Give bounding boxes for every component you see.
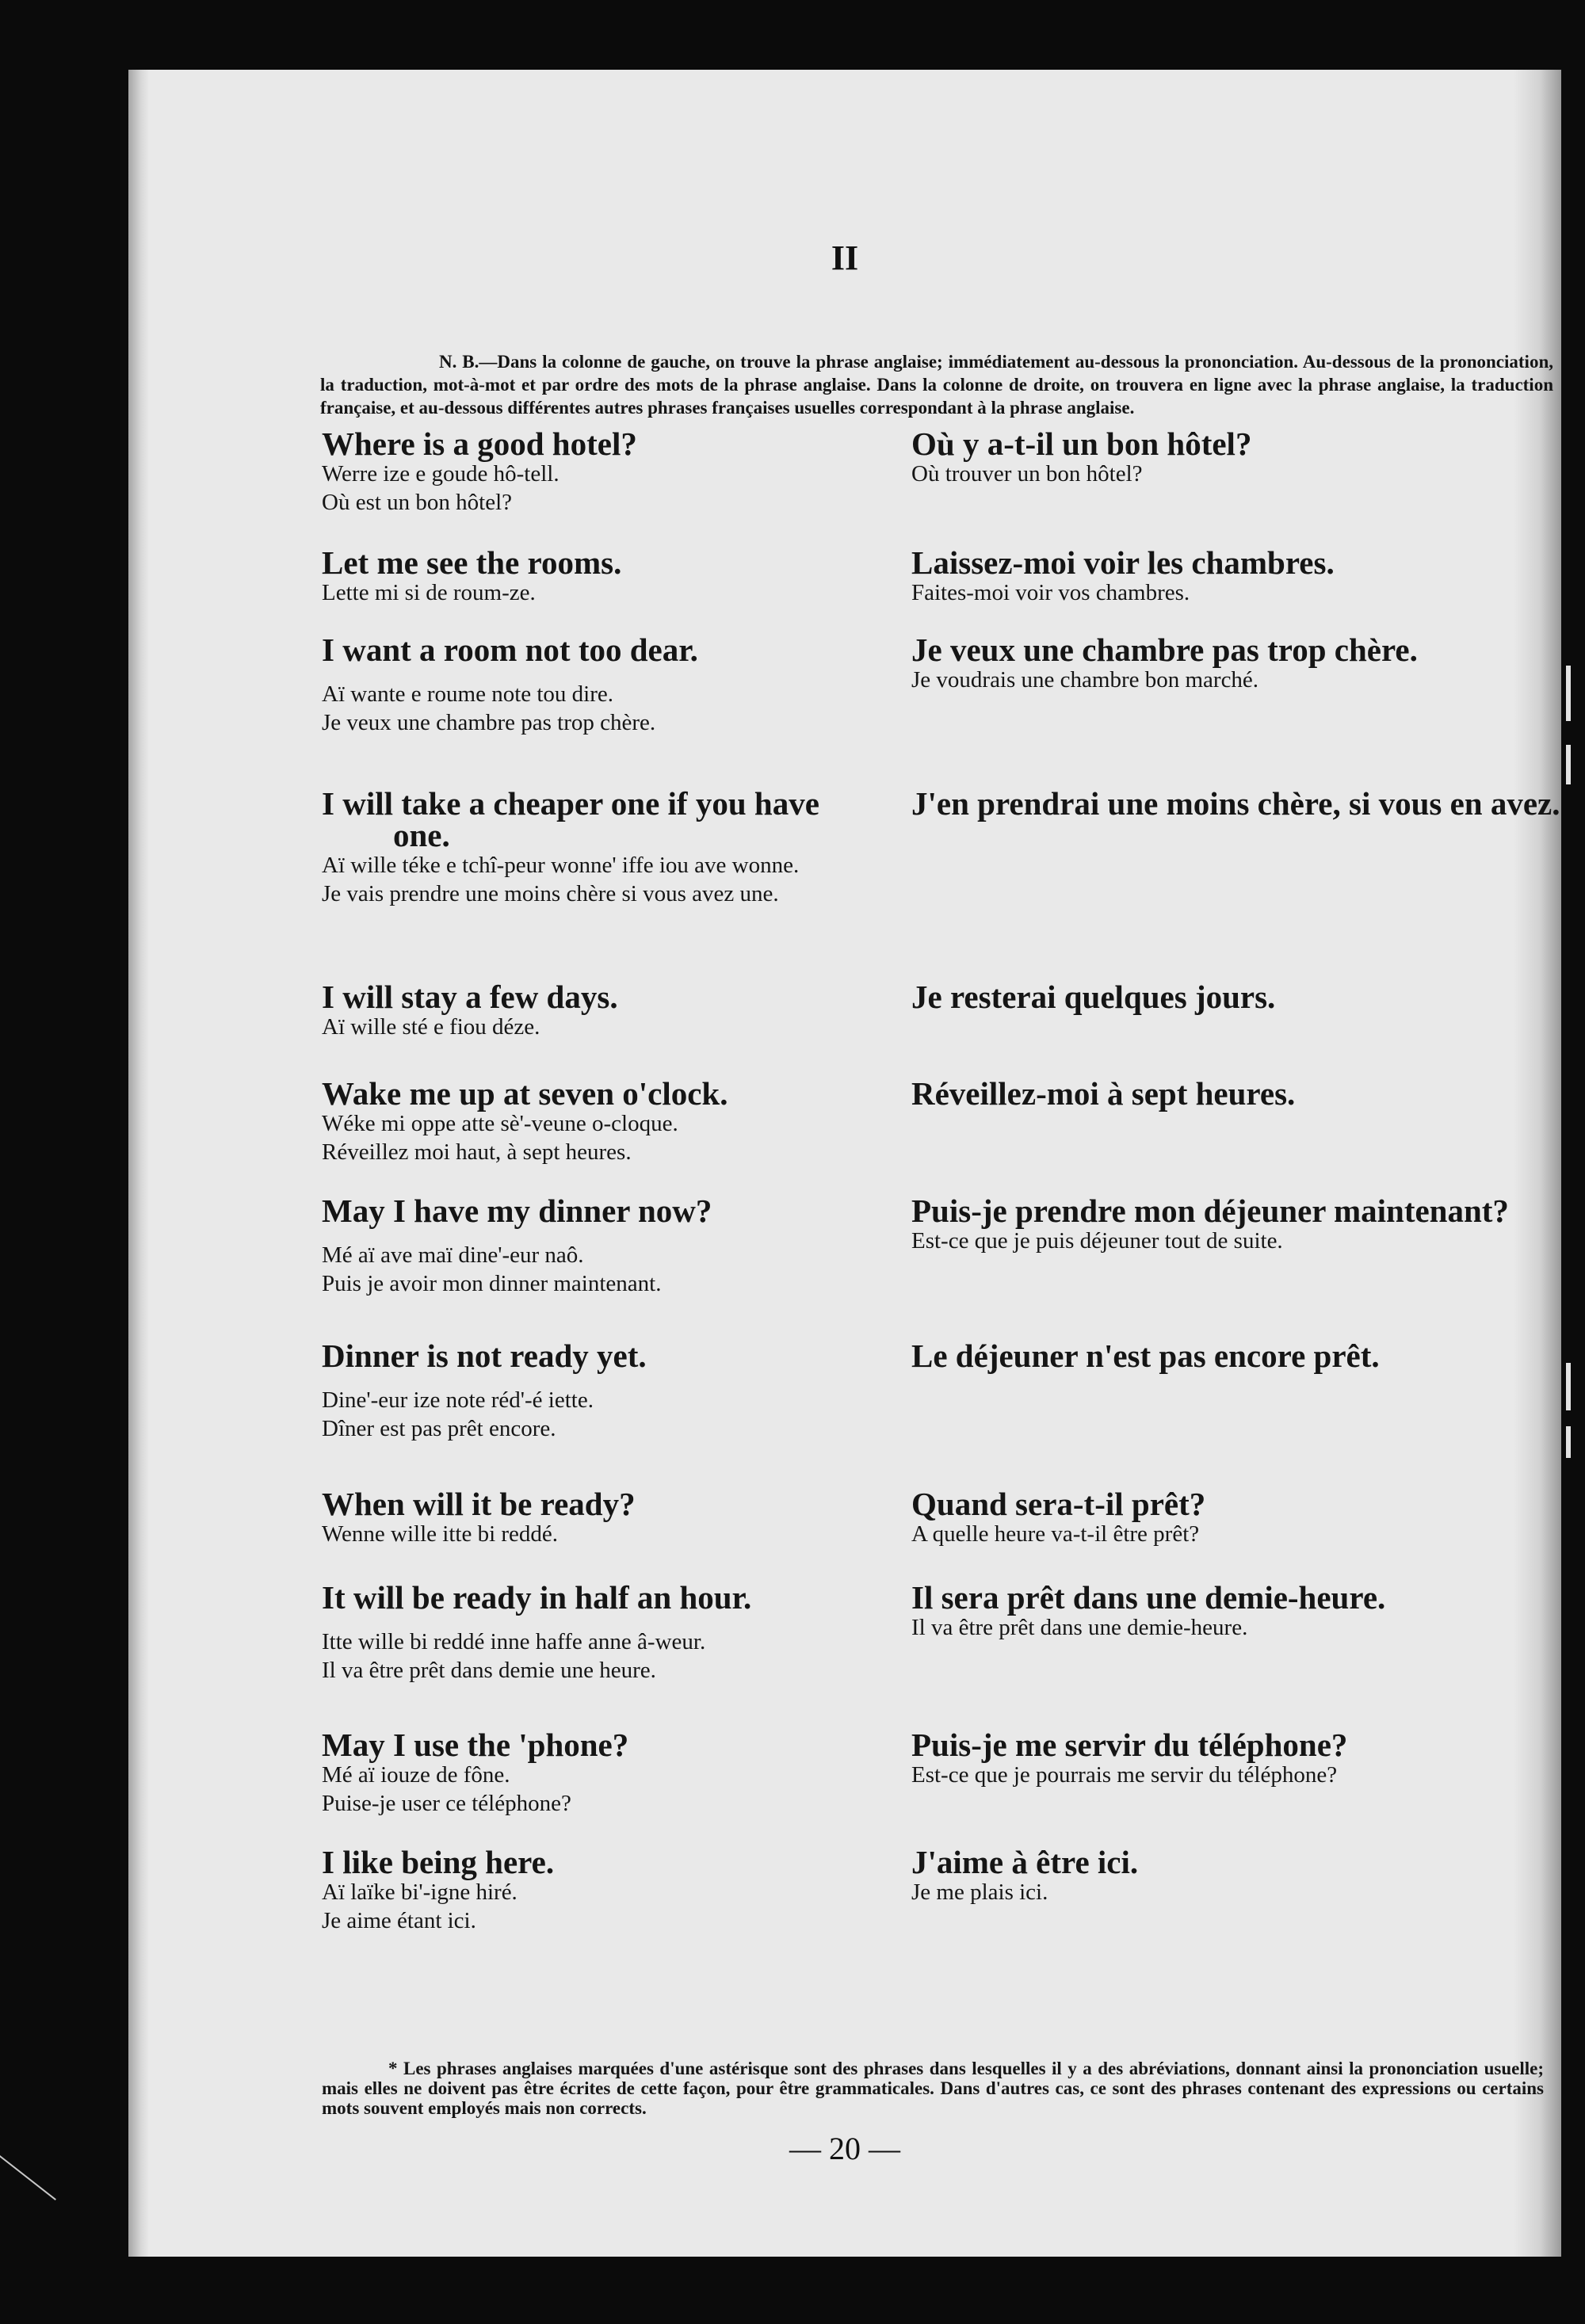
pronunciation: Mé aï ave maï dine'-eur naô. <box>322 1242 584 1268</box>
entry-left-8 <box>322 1340 877 1443</box>
page-number: — 20 — <box>789 2131 900 2166</box>
pronunciation: Aï wille sté e fiou déze. <box>322 1014 540 1040</box>
literal-translation: Je vais prendre une moins chère si vous avez une. <box>322 881 779 906</box>
french-phrase: Il sera prêt dans une demie-heure. <box>911 1579 1386 1616</box>
literal-translation: Je aime étant ici. <box>322 1908 476 1933</box>
alternate-phrase: Faites-moi voir vos chambres. <box>911 580 1190 605</box>
entry-left-4 <box>322 785 877 908</box>
literal-translation: Dîner est pas prêt encore. <box>322 1416 556 1441</box>
english-phrase: May I use the 'phone? <box>322 1727 629 1763</box>
page-spine-shadow <box>128 70 149 2257</box>
scan-line <box>0 2155 56 2200</box>
entry-right-12 <box>911 1846 1561 1906</box>
alternate-phrase: A quelle heure va-t-il être prêt? <box>911 1521 1200 1547</box>
english-phrase: I want a room not too dear. <box>322 632 698 668</box>
literal-translation: Puise-je user ce téléphone? <box>322 1791 571 1816</box>
alternate-phrase: Où trouver un bon hôtel? <box>911 461 1143 487</box>
english-phrase: I will take a cheaper one if you have one. <box>322 785 819 853</box>
english-phrase: I will stay a few days. <box>322 979 618 1015</box>
pronunciation: Aï laïke bi'-igne hiré. <box>322 1879 518 1905</box>
english-phrase: I like being here. <box>322 1844 555 1880</box>
pronunciation: Lette mi si de roum-ze. <box>322 580 536 605</box>
alternate-phrase: Je me plais ici. <box>911 1879 1048 1905</box>
alternate-phrase: Est-ce que je puis déjeuner tout de suite. <box>911 1228 1283 1254</box>
pronunciation: Wenne wille itte bi reddé. <box>322 1521 559 1547</box>
french-phrase: Puis-je me servir du téléphone? <box>911 1727 1348 1763</box>
scan-mark <box>1566 1426 1571 1458</box>
instruction-note: N. B.—Dans la colonne de gauche, on trouve la phrase anglaise; immédiatement au-dessous la prononciation. Au-dessous de la prononciation, la traduction, mot-à-mot et par ordre des mots de la phrase anglaise. Dans la colonne de droite, on trouvera en ligne avec la phrase anglaise, la traduction française, et au-dessous différentes autres phrases françaises usuelles correspondant à la phrase anglaise. <box>320 352 1553 418</box>
entry-left-9 <box>322 1488 877 1548</box>
literal-translation: Où est un bon hôtel? <box>322 490 513 515</box>
english-phrase: May I have my dinner now? <box>322 1193 712 1229</box>
english-phrase: It will be ready in half an hour. <box>322 1579 752 1616</box>
entry-right-4 <box>911 785 1561 822</box>
pronunciation: Wéke mi oppe atte sè'-veune o-cloque. <box>322 1111 678 1136</box>
entry-right-11 <box>911 1729 1561 1789</box>
english-phrase: When will it be ready? <box>322 1486 636 1522</box>
entry-left-3 <box>322 634 877 737</box>
entry-left-5 <box>322 981 877 1041</box>
literal-translation: Je veux une chambre pas trop chère. <box>322 710 656 735</box>
literal-translation: Puis je avoir mon dinner maintenant. <box>322 1271 662 1296</box>
alternate-phrase: Est-ce que je pourrais me servir du téléphone? <box>911 1762 1338 1788</box>
pronunciation: Werre ize e goude hô-tell. <box>322 461 560 487</box>
entry-left-2 <box>322 544 877 607</box>
entry-right-10 <box>911 1579 1561 1642</box>
entry-right-6 <box>911 1075 1561 1112</box>
literal-translation: Réveillez moi haut, à sept heures. <box>322 1139 632 1165</box>
entry-left-11 <box>322 1729 877 1818</box>
scan-mark <box>1566 666 1571 721</box>
entry-left-7 <box>322 1195 877 1298</box>
entry-left-6 <box>322 1075 877 1166</box>
entry-left-1 <box>322 425 877 517</box>
entry-left-12 <box>322 1846 877 1935</box>
french-phrase: Je veux une chambre pas trop chère. <box>911 632 1418 668</box>
french-phrase: Le déjeuner n'est pas encore prêt. <box>911 1338 1380 1374</box>
page-heading: II <box>831 239 859 277</box>
french-phrase: Quand sera-t-il prêt? <box>911 1486 1206 1522</box>
footnote: * Les phrases anglaises marquées d'une astérisque sont des phrases dans lesquelles il y a des abréviations, donnant ainsi la prononciation usuelle; mais elles ne doivent pas être écrites de cette façon, pour être grammaticales. Dans d'autres cas, ce sont des phrases contenant des expressions ou certains mots souvent employés mais non corrects. <box>322 2059 1544 2118</box>
entry-right-3 <box>911 634 1561 694</box>
entry-right-2 <box>911 544 1561 607</box>
alternate-phrase: Je voudrais une chambre bon marché. <box>911 667 1259 693</box>
scan-mark <box>1566 745 1571 784</box>
entry-right-8 <box>911 1340 1561 1372</box>
pronunciation: Itte wille bi reddé inne haffe anne â-weur. <box>322 1629 706 1654</box>
entry-right-1 <box>911 425 1561 488</box>
french-phrase: Laissez-moi voir les chambres. <box>911 544 1335 581</box>
literal-translation: Il va être prêt dans demie une heure. <box>322 1658 656 1683</box>
pronunciation: Aï wante e roume note tou dire. <box>322 681 614 707</box>
entry-right-7 <box>911 1195 1561 1255</box>
french-phrase: Je resterai quelques jours. <box>911 979 1276 1015</box>
english-phrase: Where is a good hotel? <box>322 425 637 462</box>
pronunciation: Aï wille téke e tchî-peur wonne' iffe iou ave wonne. <box>322 853 800 878</box>
pronunciation: Dine'-eur ize note réd'-é iette. <box>322 1387 594 1413</box>
scan-mark <box>1566 1363 1571 1410</box>
english-phrase: Let me see the rooms. <box>322 544 622 581</box>
entry-left-10 <box>322 1579 877 1685</box>
book-page <box>128 70 1561 2257</box>
french-phrase: Où y a-t-il un bon hôtel? <box>911 425 1252 462</box>
french-phrase: J'aime à être ici. <box>911 1844 1139 1880</box>
entry-right-5 <box>911 981 1561 1013</box>
french-phrase: Puis-je prendre mon déjeuner maintenant? <box>911 1193 1509 1229</box>
french-phrase: Réveillez-moi à sept heures. <box>911 1075 1296 1112</box>
french-phrase: J'en prendrai une moins chère, si vous en avez. <box>911 785 1560 822</box>
entry-right-9 <box>911 1488 1561 1548</box>
english-phrase: Wake me up at seven o'clock. <box>322 1075 728 1112</box>
english-phrase: Dinner is not ready yet. <box>322 1338 647 1374</box>
alternate-phrase: Il va être prêt dans une demie-heure. <box>911 1615 1248 1640</box>
pronunciation: Mé aï iouze de fône. <box>322 1762 510 1788</box>
